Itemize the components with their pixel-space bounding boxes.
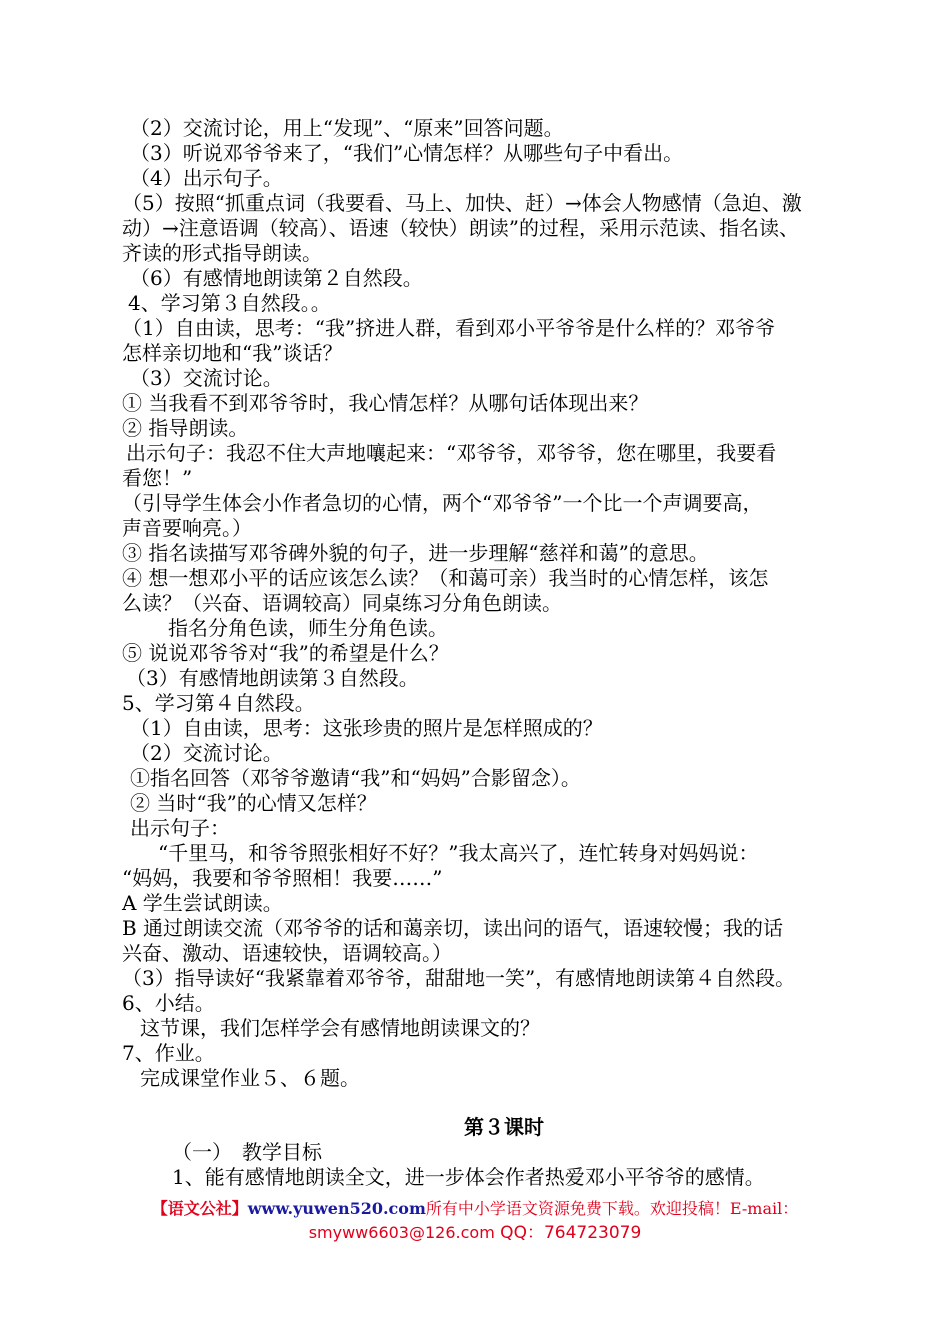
- footer-email[interactable]: smyww6603@126.com: [308, 1223, 495, 1242]
- text-line: 动）→注意语调（较高）、语速（较快）朗读”的过程，采用示范读、指名读、: [122, 216, 799, 240]
- text-line: 完成课堂作业５、６题。: [140, 1066, 360, 1090]
- text-line: （2）交流讨论，用上“发现”、“原来”回答问题。: [130, 116, 564, 140]
- text-line: ①指名回答（邓爷爷邀请“我”和“妈妈”合影留念）。: [130, 766, 581, 790]
- text-line: A 学生尝试朗读。: [122, 891, 283, 915]
- text-line: 6、小结。: [122, 991, 215, 1015]
- text-line: 出示句子：我忍不住大声地嚷起来：“邓爷爷，邓爷爷，您在哪里，我要看: [126, 441, 777, 465]
- text-line: （3）交流讨论。: [130, 366, 283, 390]
- text-line: 怎样亲切地和“我”谈话？: [122, 341, 343, 365]
- text-line: ② 指导朗读。: [122, 416, 249, 440]
- text-line: 兴奋、激动、语速较快，语调较高。）: [122, 941, 452, 965]
- text-line: “妈妈，我要和爷爷照相！我要……”: [122, 866, 443, 890]
- text-line: 5、学习第４自然段。: [122, 691, 315, 715]
- footer-qq: QQ：764723079: [494, 1223, 642, 1243]
- text-line: （引导学生体会小作者急切的心情，两个“邓爷爷”一个比一个声调要高，: [122, 491, 763, 515]
- text-line: （1）自由读，思考：这张珍贵的照片是怎样照成的？: [130, 716, 603, 740]
- footer-line-2: [0, 1218, 950, 1243]
- footer-tagline: 所有中小学语文资源免费下载。欢迎投稿！E-mail：: [425, 1199, 799, 1218]
- text-line: （1）自由读，思考：“我”挤进人群，看到邓小平爷爷是什么样的？邓爷爷: [122, 316, 776, 340]
- text-line: 出示句子：: [130, 816, 230, 840]
- text-line: 看您！”: [122, 466, 193, 490]
- text-line: “千里马，和爷爷照张相好不好？”我太高兴了，连忙转身对妈妈说：: [158, 841, 759, 865]
- text-line: 指名分角色读，师生分角色读。: [168, 616, 448, 640]
- text-line: （一） 教学目标: [172, 1140, 322, 1164]
- text-line: ② 当时“我”的心情又怎样？: [130, 791, 377, 815]
- text-line: （3）指导读好“我紧靠着邓爷爷，甜甜地一笑”，有感情地朗读第４自然段。: [122, 966, 796, 990]
- text-line: ① 当我看不到邓爷爷时，我心情怎样？从哪句话体现出来？: [122, 391, 649, 415]
- text-line: 7、作业。: [122, 1041, 215, 1065]
- text-line: 4、学习第３自然段。。: [128, 291, 331, 315]
- document-body: [122, 116, 842, 1190]
- text-line: 齐读的形式指导朗读。: [122, 241, 322, 265]
- text-line: 声音要响亮。）: [122, 516, 252, 540]
- text-line: （5）按照“抓重点词（我要看、马上、加快、赶）→体会人物感情（急迫、激: [122, 191, 802, 215]
- text-line: 1、能有感情地朗读全文，进一步体会作者热爱邓小平爷爷的感情。: [172, 1165, 765, 1189]
- text-line: B 通过朗读交流（邓爷爷的话和蔼亲切，读出问的语气，语速较慢；我的话: [122, 916, 784, 940]
- footer-url-link[interactable]: www.yuwen520.com: [247, 1199, 426, 1218]
- text-line: （6）有感情地朗读第２自然段。: [130, 266, 423, 290]
- text-line: ⑤ 说说邓爷爷对“我”的希望是什么？: [122, 641, 449, 665]
- footer-line-1: [0, 1196, 950, 1219]
- section-heading: 第３课时: [464, 1115, 544, 1139]
- text-line: （4）出示句子。: [130, 166, 283, 190]
- text-line: （3）听说邓爷爷来了，“我们”心情怎样？从哪些句子中看出。: [130, 141, 684, 165]
- text-line: 这节课，我们怎样学会有感情地朗读课文的？: [140, 1016, 540, 1040]
- text-line: ④ 想一想邓小平的话应该怎么读？（和蔼可亲）我当时的心情怎样，该怎: [122, 566, 769, 590]
- footer-brand: 【语文公社】: [151, 1199, 248, 1218]
- text-line: （3）有感情地朗读第３自然段。: [126, 666, 419, 690]
- text-line: （2）交流讨论。: [130, 741, 283, 765]
- text-line: ③ 指名读描写邓爷碑外貌的句子，进一步理解“慈祥和蔼”的意思。: [122, 541, 709, 565]
- text-line: 么读？（兴奋、语调较高）同桌练习分角色朗读。: [122, 591, 562, 615]
